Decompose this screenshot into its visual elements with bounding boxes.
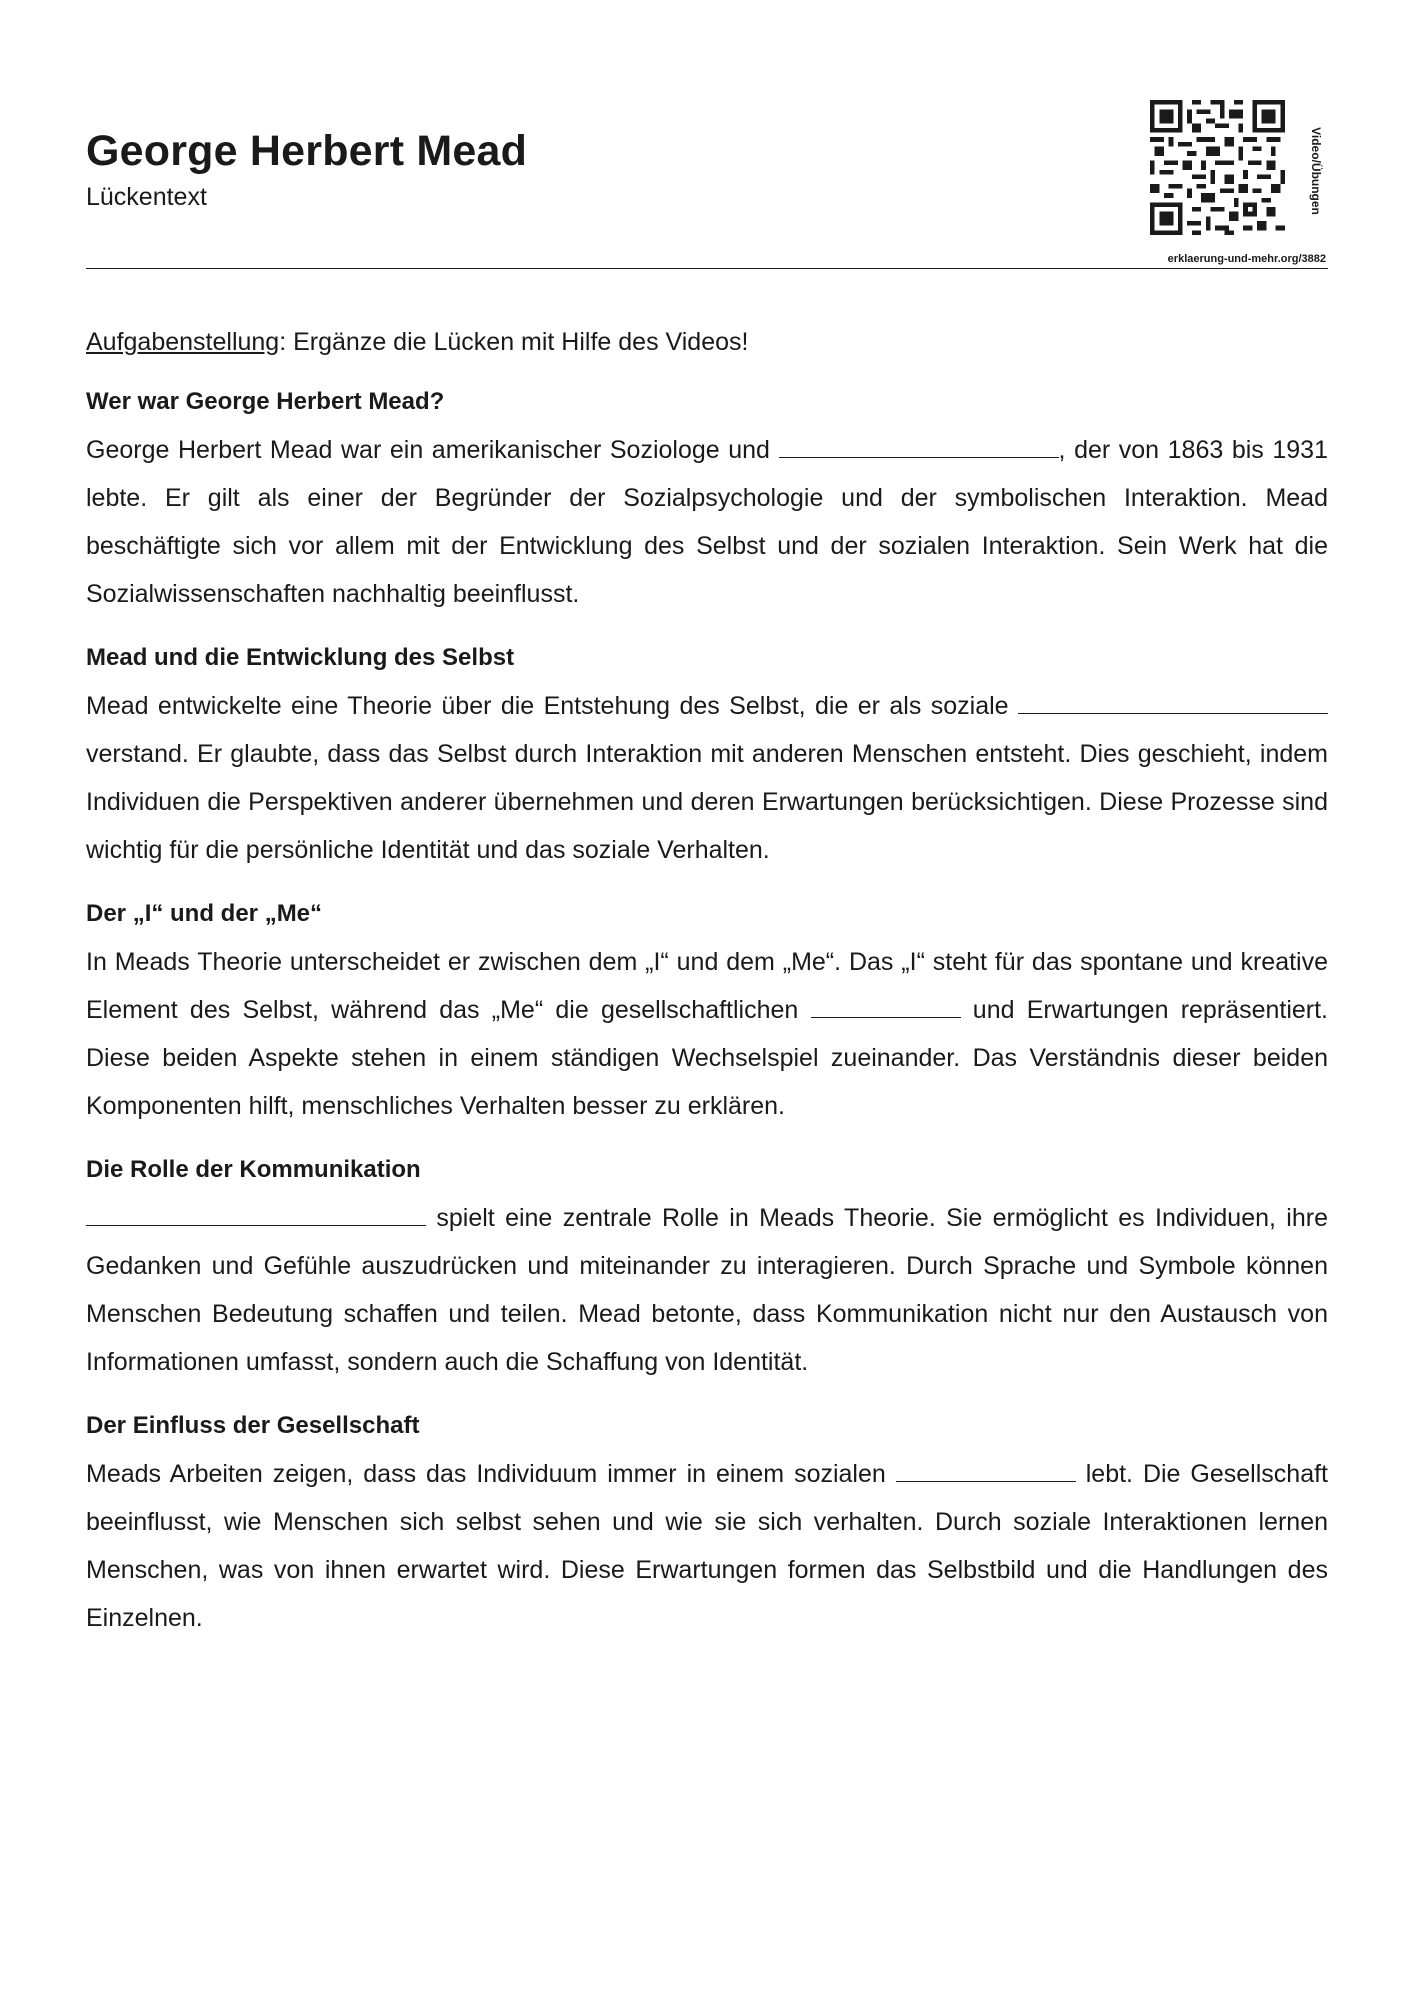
qr-side-label: [1306, 117, 1326, 225]
section-heading: Der „I“ und der „Me“: [86, 900, 323, 927]
gap-blank[interactable]: [896, 1459, 1076, 1482]
section-paragraph: George Herbert Mead war ein amerikanischer Soziologe und , der von 1863 bis 1931 lebte. Er gilt als einer der Begründer der Sozialpsychologie und der symbolischen Interaktion. Mead beschäftigte sich vor allem mit der Entwicklung des Selbst und der sozialen Interaktion. Sein Werk hat die Sozialwissenschaften nachhaltig beeinflusst.: [86, 436, 1328, 608]
section-who-was-mead: [86, 378, 1328, 618]
section-heading: Die Rolle der Kommunikation: [86, 1156, 421, 1183]
section-heading: Mead und die Entwicklung des Selbst: [86, 644, 515, 671]
gap-blank[interactable]: [811, 995, 961, 1018]
qr-code-icon[interactable]: [1150, 100, 1285, 235]
task-text: : Ergänze die Lücken mit Hilfe des Videos!: [279, 328, 749, 356]
section-i-and-me: [86, 890, 1328, 1130]
header-divider: [86, 268, 1328, 269]
site-url-link[interactable]: erklaerung-und-mehr.org/3882: [1167, 253, 1326, 265]
section-influence-of-society: [86, 1402, 1328, 1642]
gap-blank[interactable]: [1018, 691, 1328, 714]
section-paragraph: spielt eine zentrale Rolle in Meads Theorie. Sie ermöglicht es Individuen, ihre Gedanken und Gefühle auszudrücken und miteinander zu interagieren. Durch Sprache und Symbole können Menschen Bedeutung schaffen und teilen. Mead betonte, dass Kommunikation nicht nur den Austausch von Informationen umfasst, sondern auch die Schaffung von Identität.: [86, 1204, 1328, 1376]
section-paragraph: Meads Arbeiten zeigen, dass das Individuum immer in einem sozialen lebt. Die Gesellschaft beeinflusst, wie Menschen sich selbst sehen und wie sie sich verhalten. Durch soziale Interaktionen lernen Menschen, was von ihnen erwartet wird. Diese Erwartungen formen das Selbstbild und die Handlungen des Einzelnen.: [86, 1460, 1328, 1632]
task-label: Aufgabenstellung: [86, 328, 280, 356]
section-paragraph: Mead entwickelte eine Theorie über die Entstehung des Selbst, die er als soziale verstand. Er glaubte, dass das Selbst durch Interaktion mit anderen Menschen entsteht. Dies geschieht, indem Individuen die Perspektiven anderer übernehmen und deren Erwartungen berücksichtigen. Diese Prozesse sind wichtig für die persönliche Identität und das soziale Verhalten.: [86, 692, 1328, 864]
section-heading: Der Einfluss der Gesellschaft: [86, 1412, 420, 1439]
task-instruction: [86, 318, 1328, 366]
gap-blank[interactable]: [779, 435, 1059, 458]
section-heading: Wer war George Herbert Mead?: [86, 388, 445, 415]
section-role-of-communication: [86, 1146, 1328, 1386]
gap-blank[interactable]: [86, 1203, 426, 1226]
page-subtitle: Lückentext: [86, 183, 207, 211]
video-uebungen-label: Video/Übungen: [1309, 127, 1323, 215]
page-title: George Herbert Mead: [86, 127, 528, 175]
section-paragraph: In Meads Theorie unterscheidet er zwischen dem „I“ und dem „Me“. Das „I“ steht für das spontane und kreative Element des Selbst, während das „Me“ die gesellschaftlichen und Erwartungen repräsentiert. Diese beiden Aspekte stehen in einem ständigen Wechselspiel zueinander. Das Verständnis dieser beiden Komponenten hilft, menschliches Verhalten besser zu erklären.: [86, 948, 1328, 1120]
worksheet-body: [86, 318, 1328, 1658]
section-development-of-self: [86, 634, 1328, 874]
